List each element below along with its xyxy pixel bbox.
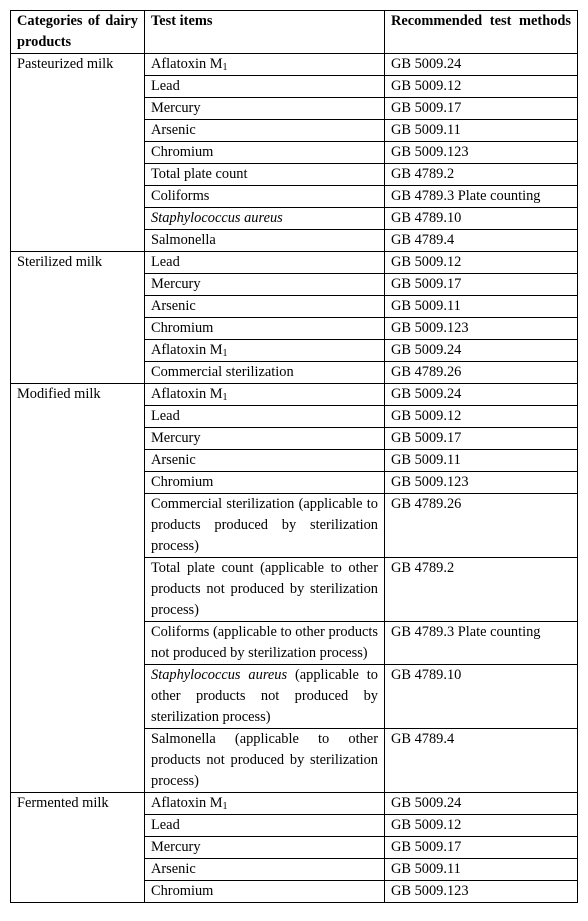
table-body: [11, 11, 578, 903]
test-item-cell: [145, 665, 385, 729]
test-item-cell: [145, 815, 385, 837]
test-item-cell: [145, 472, 385, 494]
subscript: 1: [222, 392, 228, 403]
test-item-cell: [145, 793, 385, 815]
test-method-cell: GB 5009.24: [385, 384, 578, 406]
test-item-cell: [145, 164, 385, 186]
test-method-cell: GB 5009.11: [385, 450, 578, 472]
test-item-cell: [145, 494, 385, 558]
header-recommended-methods: Recommended test methods: [385, 11, 578, 54]
test-method-cell: GB 5009.11: [385, 296, 578, 318]
test-item-label: Total plate count: [151, 166, 248, 182]
test-item-cell: [145, 186, 385, 208]
test-item-cell: [145, 252, 385, 274]
test-item-cell: [145, 428, 385, 450]
test-method-cell: GB 5009.17: [385, 837, 578, 859]
test-method-cell: GB 5009.17: [385, 274, 578, 296]
test-item-label: Lead: [151, 78, 180, 94]
table-row: [11, 54, 578, 76]
test-item-label: Staphylococcus aureus: [151, 210, 283, 226]
category-cell: Modified milk: [11, 384, 145, 793]
test-method-cell: GB 5009.12: [385, 76, 578, 98]
test-method-cell: GB 5009.123: [385, 472, 578, 494]
test-item-label: Commercial sterilization: [151, 364, 294, 380]
organism-name: Staphylococcus aureus: [151, 667, 288, 683]
test-item-label: Aflatoxin M: [151, 386, 223, 402]
header-category: Categories of dairy products: [11, 11, 145, 54]
test-item-label: Arsenic: [151, 861, 196, 877]
test-item-cell: [145, 558, 385, 622]
test-method-cell: GB 5009.11: [385, 120, 578, 142]
header-test-items: Test items: [145, 11, 385, 54]
test-item-cell: [145, 384, 385, 406]
test-item-label: Chromium: [151, 144, 214, 160]
test-item-label: Arsenic: [151, 298, 196, 314]
test-item-label: Lead: [151, 817, 180, 833]
test-item-cell: [145, 340, 385, 362]
test-item-label: Coliforms: [151, 188, 210, 204]
test-item-label: Mercury: [151, 100, 201, 116]
test-item-cell: [145, 318, 385, 340]
test-method-cell: GB 4789.26: [385, 494, 578, 558]
test-item-cell: [145, 729, 385, 793]
test-method-cell: GB 5009.12: [385, 815, 578, 837]
subscript: 1: [222, 62, 228, 73]
test-item-label: Mercury: [151, 276, 201, 292]
test-item-cell: [145, 362, 385, 384]
test-method-cell: GB 5009.24: [385, 793, 578, 815]
test-item-cell: [145, 274, 385, 296]
test-method-cell: GB 4789.2: [385, 164, 578, 186]
test-item-label: Chromium: [151, 320, 214, 336]
test-item-cell: [145, 76, 385, 98]
test-method-cell: GB 5009.24: [385, 54, 578, 76]
test-item-label: Lead: [151, 408, 180, 424]
test-item-label: Coliforms (applicable to other products not produced by sterilization process): [151, 624, 378, 661]
test-method-cell: GB 4789.2: [385, 558, 578, 622]
test-item-label: Aflatoxin M: [151, 56, 223, 72]
test-item-label: Mercury: [151, 839, 201, 855]
test-method-cell: GB 5009.123: [385, 881, 578, 903]
test-item-label: Salmonella: [151, 232, 216, 248]
test-item-cell: [145, 120, 385, 142]
subscript: 1: [222, 801, 228, 812]
test-method-cell: GB 5009.17: [385, 428, 578, 450]
subscript: 1: [222, 348, 228, 359]
test-item-cell: [145, 859, 385, 881]
test-item-cell: [145, 881, 385, 903]
category-cell: Sterilized milk: [11, 252, 145, 384]
test-item-label: Chromium: [151, 474, 214, 490]
test-item-label: Mercury: [151, 430, 201, 446]
test-method-cell: GB 5009.11: [385, 859, 578, 881]
test-item-cell: [145, 208, 385, 230]
table-row: [11, 252, 578, 274]
test-method-cell: GB 5009.12: [385, 252, 578, 274]
test-item-label: Salmonella (applicable to other products not produced by sterilization process): [151, 731, 378, 789]
test-item-label: Arsenic: [151, 122, 196, 138]
test-item-cell: [145, 406, 385, 428]
test-method-cell: GB 5009.17: [385, 98, 578, 120]
test-item-cell: [145, 296, 385, 318]
test-item-label: Commercial sterilization (applicable to products produced by sterilization process): [151, 496, 378, 554]
test-method-cell: GB 5009.12: [385, 406, 578, 428]
test-item-note: (applicable to other products not produced by sterilization process): [151, 667, 378, 725]
test-item-label: Chromium: [151, 883, 214, 899]
test-method-cell: GB 4789.4: [385, 230, 578, 252]
test-method-cell: GB 4789.4: [385, 729, 578, 793]
test-item-label: Arsenic: [151, 452, 196, 468]
test-method-cell: GB 5009.123: [385, 142, 578, 164]
test-method-cell: GB 5009.24: [385, 340, 578, 362]
table-row: [11, 793, 578, 815]
test-item-cell: [145, 142, 385, 164]
test-item-label: Aflatoxin M: [151, 342, 223, 358]
test-item-label: Lead: [151, 254, 180, 270]
test-item-cell: [145, 837, 385, 859]
category-cell: Pasteurized milk: [11, 54, 145, 252]
test-item-cell: [145, 54, 385, 76]
test-item-cell: [145, 98, 385, 120]
test-item-label: Total plate count (applicable to other products not produced by sterilization process): [151, 560, 378, 618]
test-item-label: Aflatoxin M: [151, 795, 223, 811]
header-row: [11, 11, 578, 54]
dairy-test-methods-table: [10, 10, 578, 903]
test-method-cell: GB 4789.10: [385, 208, 578, 230]
test-item-cell: [145, 230, 385, 252]
test-item-cell: [145, 450, 385, 472]
test-item-cell: [145, 622, 385, 665]
test-method-cell: GB 5009.123: [385, 318, 578, 340]
test-method-cell: GB 4789.26: [385, 362, 578, 384]
test-method-cell: GB 4789.3 Plate counting: [385, 622, 578, 665]
test-method-cell: GB 4789.3 Plate counting: [385, 186, 578, 208]
category-cell: Fermented milk: [11, 793, 145, 903]
table-row: [11, 384, 578, 406]
test-method-cell: GB 4789.10: [385, 665, 578, 729]
